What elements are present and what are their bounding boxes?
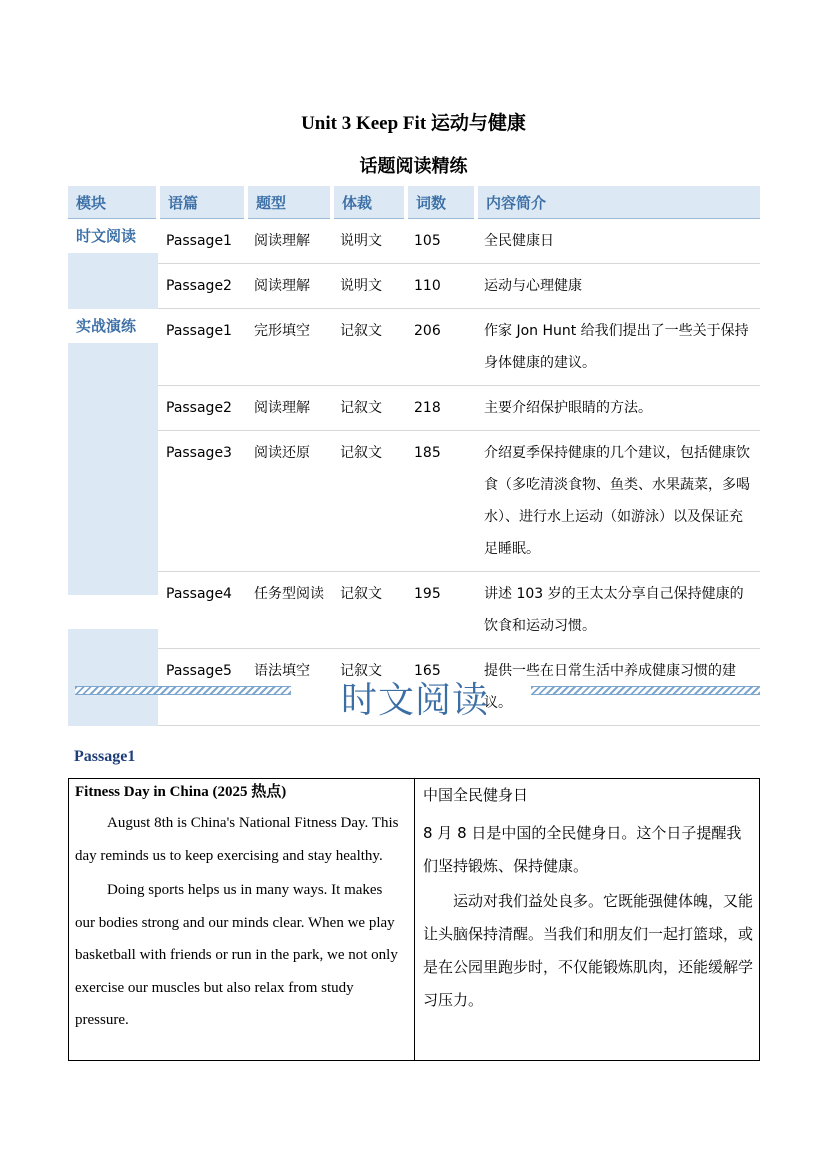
passage-cell: Passage2 (158, 264, 246, 309)
passage-cell: Passage3 (158, 431, 246, 572)
module-blank-label (68, 595, 162, 629)
summary-cell: 运动与心理健康 (476, 264, 760, 309)
genre-cell: 记叙文 (332, 572, 406, 649)
table-row (68, 264, 760, 309)
words-cell: 105 (406, 219, 476, 264)
header-passage: 语篇 (158, 186, 246, 219)
summary-cell: 主要介绍保护眼睛的方法。 (476, 386, 760, 431)
genre-cell: 记叙文 (332, 431, 406, 572)
words-cell: 185 (406, 431, 476, 572)
type-cell: 任务型阅读 (246, 572, 332, 649)
passage-cell: Passage4 (158, 572, 246, 649)
table-row (68, 386, 760, 431)
type-cell: 阅读理解 (246, 219, 332, 264)
words-cell: 195 (406, 572, 476, 649)
genre-cell: 说明文 (332, 264, 406, 309)
type-cell: 完形填空 (246, 309, 332, 386)
summary-cell: 全民健康日 (476, 219, 760, 264)
header-module: 模块 (68, 186, 158, 219)
chinese-paragraph: 运动对我们益处良多。它既能强健体魄，又能让头脑保持清醒。当我们和朋友们一起打篮球，或是在公园里跑步时，不仅能锻炼肌肉，还能缓解学习压力。 (423, 892, 754, 1009)
chinese-column (423, 783, 753, 1019)
header-summary: 内容简介 (476, 186, 760, 219)
document-subtitle: 话题阅读精练 (359, 156, 468, 177)
type-cell: 阅读理解 (246, 264, 332, 309)
english-paragraph: August 8th is China's National Fitness Day. This day reminds us to keep exercising and stay healthy. (75, 815, 399, 864)
genre-cell: 记叙文 (332, 309, 406, 386)
table-row (68, 219, 760, 264)
genre-cell: 记叙文 (332, 386, 406, 431)
english-column (75, 781, 405, 1039)
passage-cell: Passage1 (158, 309, 246, 386)
chinese-paragraph: 8 月 8 日是中国的全民健身日。这个日子提醒我们坚持锻炼、保持健康。 (423, 824, 742, 875)
module-label: 实战演练 (68, 309, 162, 343)
module-cell (68, 309, 158, 726)
words-cell: 165 (406, 649, 476, 726)
english-paragraph: Doing sports helps us in many ways. It makes our bodies strong and our minds clear. When we play basketball with friends or run in the park, we not only exercise our muscles but also relax from study pressure. (75, 882, 398, 1028)
section-title: 时文阅读 (340, 680, 489, 721)
genre-cell: 说明文 (332, 219, 406, 264)
chinese-heading: 中国全民健身日 (423, 786, 529, 804)
summary-cell: 介绍夏季保持健康的几个建议，包括健康饮食（多吃清淡食物、鱼类、水果蔬菜，多喝水）、进行水上运动（如游泳）以及保证充足睡眠。 (476, 431, 760, 572)
passage-label: Passage1 (74, 748, 136, 765)
reading-box (68, 778, 760, 1061)
section-stripe-right (531, 686, 760, 695)
words-cell: 110 (406, 264, 476, 309)
summary-cell: 作家 Jon Hunt 给我们提出了一些关于保持身体健康的建议。 (476, 309, 760, 386)
overview-table (68, 186, 760, 726)
passage-cell: Passage5 (158, 649, 246, 726)
type-cell: 阅读理解 (246, 386, 332, 431)
type-cell: 语法填空 (246, 649, 332, 726)
english-heading: Fitness Day in China (2025 热点) (75, 784, 287, 800)
summary-cell: 提供一些在日常生活中养成健康习惯的建议。 (476, 649, 760, 726)
table-row (68, 572, 760, 649)
type-cell: 阅读还原 (246, 431, 332, 572)
words-cell: 206 (406, 309, 476, 386)
table-row (68, 431, 760, 572)
header-question-type: 题型 (246, 186, 332, 219)
passage-cell: Passage2 (158, 386, 246, 431)
module-spacer (68, 343, 158, 595)
section-header (75, 672, 760, 722)
table-row (68, 309, 760, 386)
section-stripe-left (75, 686, 291, 695)
module-cell (68, 219, 158, 309)
genre-cell: 记叙文 (332, 649, 406, 726)
passage-cell: Passage1 (158, 219, 246, 264)
module-label: 时文阅读 (68, 219, 162, 253)
header-word-count: 词数 (406, 186, 476, 219)
column-divider (414, 779, 415, 1060)
table-header-row (68, 186, 760, 219)
document-title: Unit 3 Keep Fit 运动与健康 (301, 113, 526, 134)
header-genre: 体裁 (332, 186, 406, 219)
words-cell: 218 (406, 386, 476, 431)
summary-cell: 讲述 103 岁的王太太分享自己保持健康的饮食和运动习惯。 (476, 572, 760, 649)
